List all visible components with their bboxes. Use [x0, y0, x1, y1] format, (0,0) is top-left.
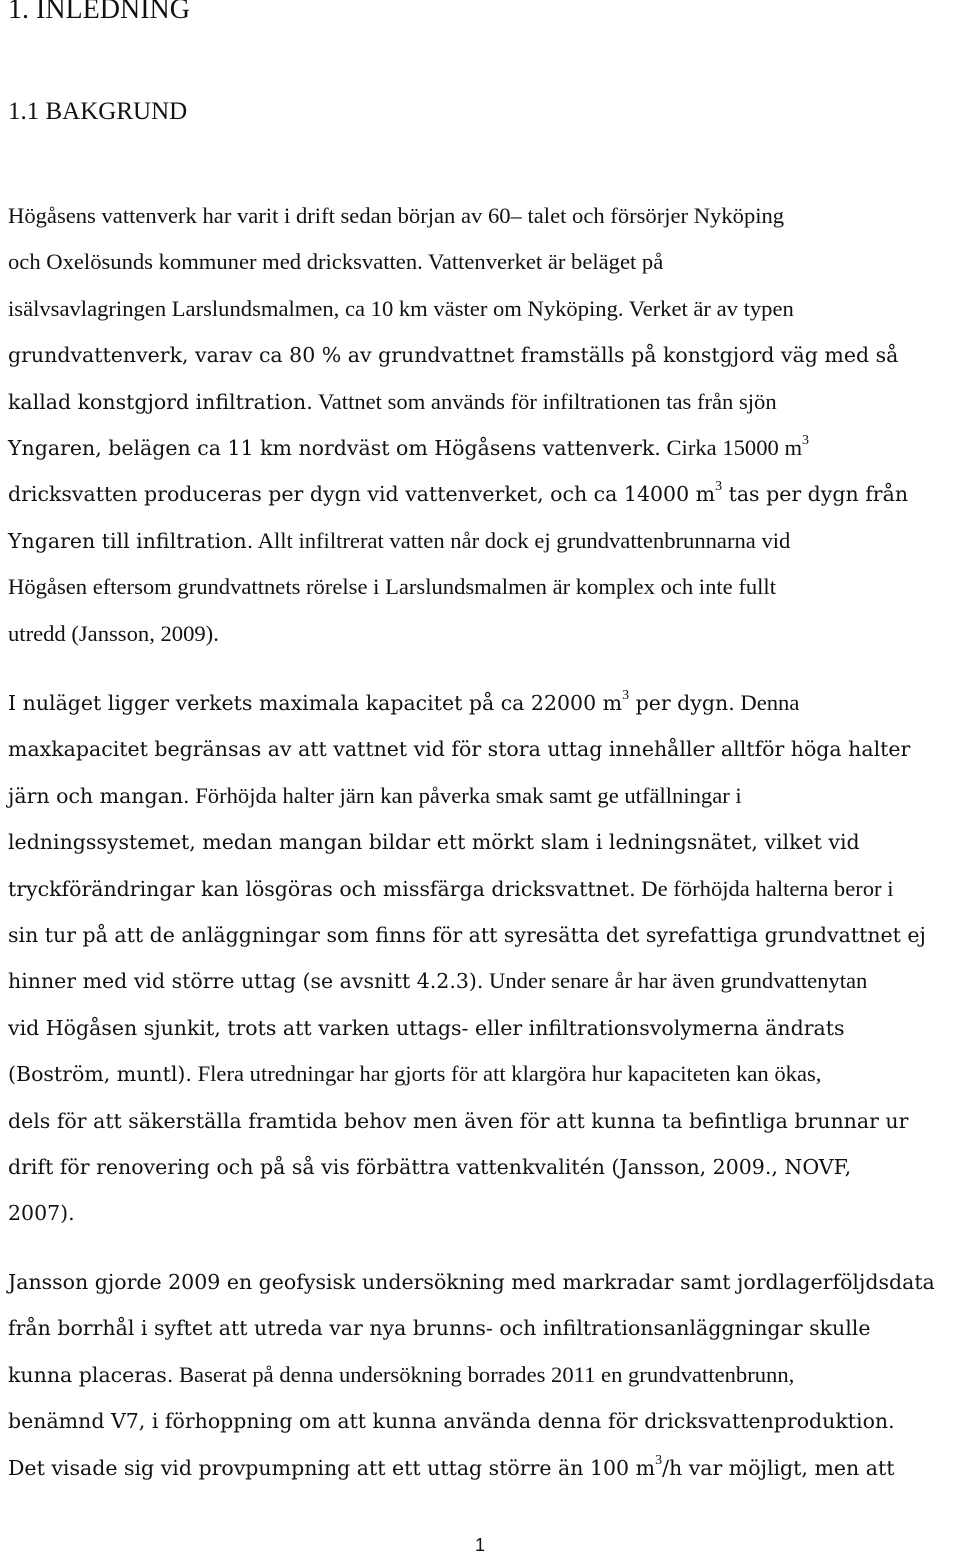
text-run: vid Högåsen sjunkit, trots att varken uttags- eller infiltrationsvolymerna ändrats [8, 1015, 845, 1040]
text-line [8, 1305, 960, 1351]
text-line [8, 193, 960, 239]
text-run: grundvattenverk, varav ca 80 % av grundvattnet framställs på konstgjord väg med så [8, 343, 899, 368]
text-line [8, 611, 960, 657]
text-run: Allt infiltrerat vatten når dock ej grundvattenbrunnarna vid [253, 527, 791, 553]
text-run: per dygn. [629, 691, 735, 715]
text-line [8, 1098, 960, 1144]
text-line [8, 958, 960, 1004]
text-run: ledningssystemet, medan mangan bildar ett mörkt slam i ledningsnätet, vilket vid [8, 830, 860, 855]
text-run: Vattnet som används för infiltrationen tas från sjön [312, 388, 777, 414]
text-run: De förhöjda halterna beror i [635, 875, 894, 901]
text-line [8, 425, 960, 471]
text-line [8, 1051, 960, 1097]
text-line [8, 680, 960, 726]
text-line [8, 239, 960, 285]
text-run: benämnd V7, i förhoppning om att kunna använda denna för dricksvattenproduktion. [8, 1409, 895, 1434]
text-run: dels för att säkerställa framtida behov men även för att kunna ta befintliga brunnar ur [8, 1108, 909, 1133]
text-run: hinner med vid större uttag (se avsnitt 4.2.3). [8, 969, 484, 994]
superscript: 3 [715, 479, 723, 495]
text-line [8, 819, 960, 865]
text-run: Högåsens vattenverk har varit i drift sedan början av 60– talet och försörjer Nyköping [8, 203, 785, 228]
text-run: tas per dygn från [722, 482, 909, 507]
text-line [8, 773, 960, 819]
text-run: maxkapacitet begränsas av att vattnet vid för stora uttag innehåller alltför höga halter [8, 737, 911, 762]
text-line [8, 379, 960, 425]
page-number: 1 [474, 1535, 485, 1555]
superscript: 3 [655, 1452, 663, 1468]
text-run: från borrhål i syftet att utreda var nya brunns- och infiltrationsanläggningar skulle [8, 1316, 871, 1341]
text-run: Flera utredningar har gjorts för att klargöra hur kapaciteten kan ökas, [191, 1061, 822, 1087]
text-run: Högåsen eftersom grundvattnets rörelse i Larslundsmalmen är komplex och inte fullt [8, 574, 776, 600]
paragraph-2 [8, 680, 960, 1237]
text-run: Yngaren, belägen ca 11 km nordväst om Högåsens vattenverk. [8, 436, 661, 461]
superscript: 3 [622, 688, 630, 703]
text-line [8, 726, 960, 772]
text-line [8, 286, 960, 332]
text-run: Förhöjda halter järn kan påverka smak samt ge utfällningar i [189, 782, 742, 808]
text-line [8, 1190, 960, 1236]
text-line [8, 912, 960, 958]
text-line [8, 1398, 960, 1444]
text-run: kallad konstgjord infiltration. [8, 389, 313, 414]
superscript: 3 [802, 433, 810, 449]
text-run: I nuläget ligger verkets maximala kapacitet på ca 22000 m [8, 691, 623, 715]
text-run: 2007). [8, 1201, 75, 1226]
section-heading: 1.1 BAKGRUND [8, 98, 188, 125]
text-line [8, 471, 960, 517]
text-run: Cirka 15000 m [660, 435, 803, 461]
text-run: sin tur på att de anläggningar som finns för att syresätta det syrefattiga grundvattnet ej [8, 923, 926, 948]
text-run: Det visade sig vid provpumpning att ett uttag större än 100 m [8, 1455, 656, 1480]
text-line [8, 564, 960, 610]
text-run: (Boström, muntl). [8, 1062, 192, 1087]
paragraph-1 [8, 193, 960, 657]
text-run: kunna placeras. [8, 1362, 174, 1387]
text-line [8, 1144, 960, 1190]
chapter-heading: 1. INLEDNING [8, 0, 190, 25]
text-line [8, 518, 960, 564]
text-run: dricksvatten produceras per dygn vid vattenverket, och ca 14000 m [8, 482, 716, 507]
text-run: isälvsavlagringen Larslundsmalmen, ca 10 km väster om Nyköping. Verket är av typen [8, 295, 794, 321]
text-run: Jansson gjorde 2009 en geofysisk undersökning med markradar samt jordlagerföljdsdata [8, 1270, 935, 1294]
text-run: Baserat på denna undersökning borrades 2011 en grundvattenbrunn, [173, 1361, 795, 1387]
text-run: drift för renovering och på så vis förbättra vattenkvalitén (Jansson, 2009., NOVF, [8, 1155, 852, 1180]
text-line [8, 332, 960, 378]
paragraph-3 [8, 1259, 960, 1491]
text-line [8, 1259, 960, 1305]
text-run: Denna [734, 690, 800, 715]
text-run: järn och mangan. [8, 783, 190, 808]
text-run: Under senare år har även grundvattenytan [483, 968, 868, 994]
text-run: /h var möjligt, men att [662, 1455, 895, 1480]
text-line [8, 1445, 960, 1491]
text-line [8, 866, 960, 912]
text-line [8, 1005, 960, 1051]
text-run: utredd (Jansson, 2009). [8, 620, 219, 646]
text-run: och Oxelösunds kommuner med dricksvatten. Vattenverket är beläget på [8, 249, 664, 275]
text-run: Yngaren till infiltration. [8, 528, 254, 553]
text-run: tryckförändringar kan lösgöras och missfärga dricksvattnet. [8, 876, 636, 901]
text-line [8, 1352, 960, 1398]
